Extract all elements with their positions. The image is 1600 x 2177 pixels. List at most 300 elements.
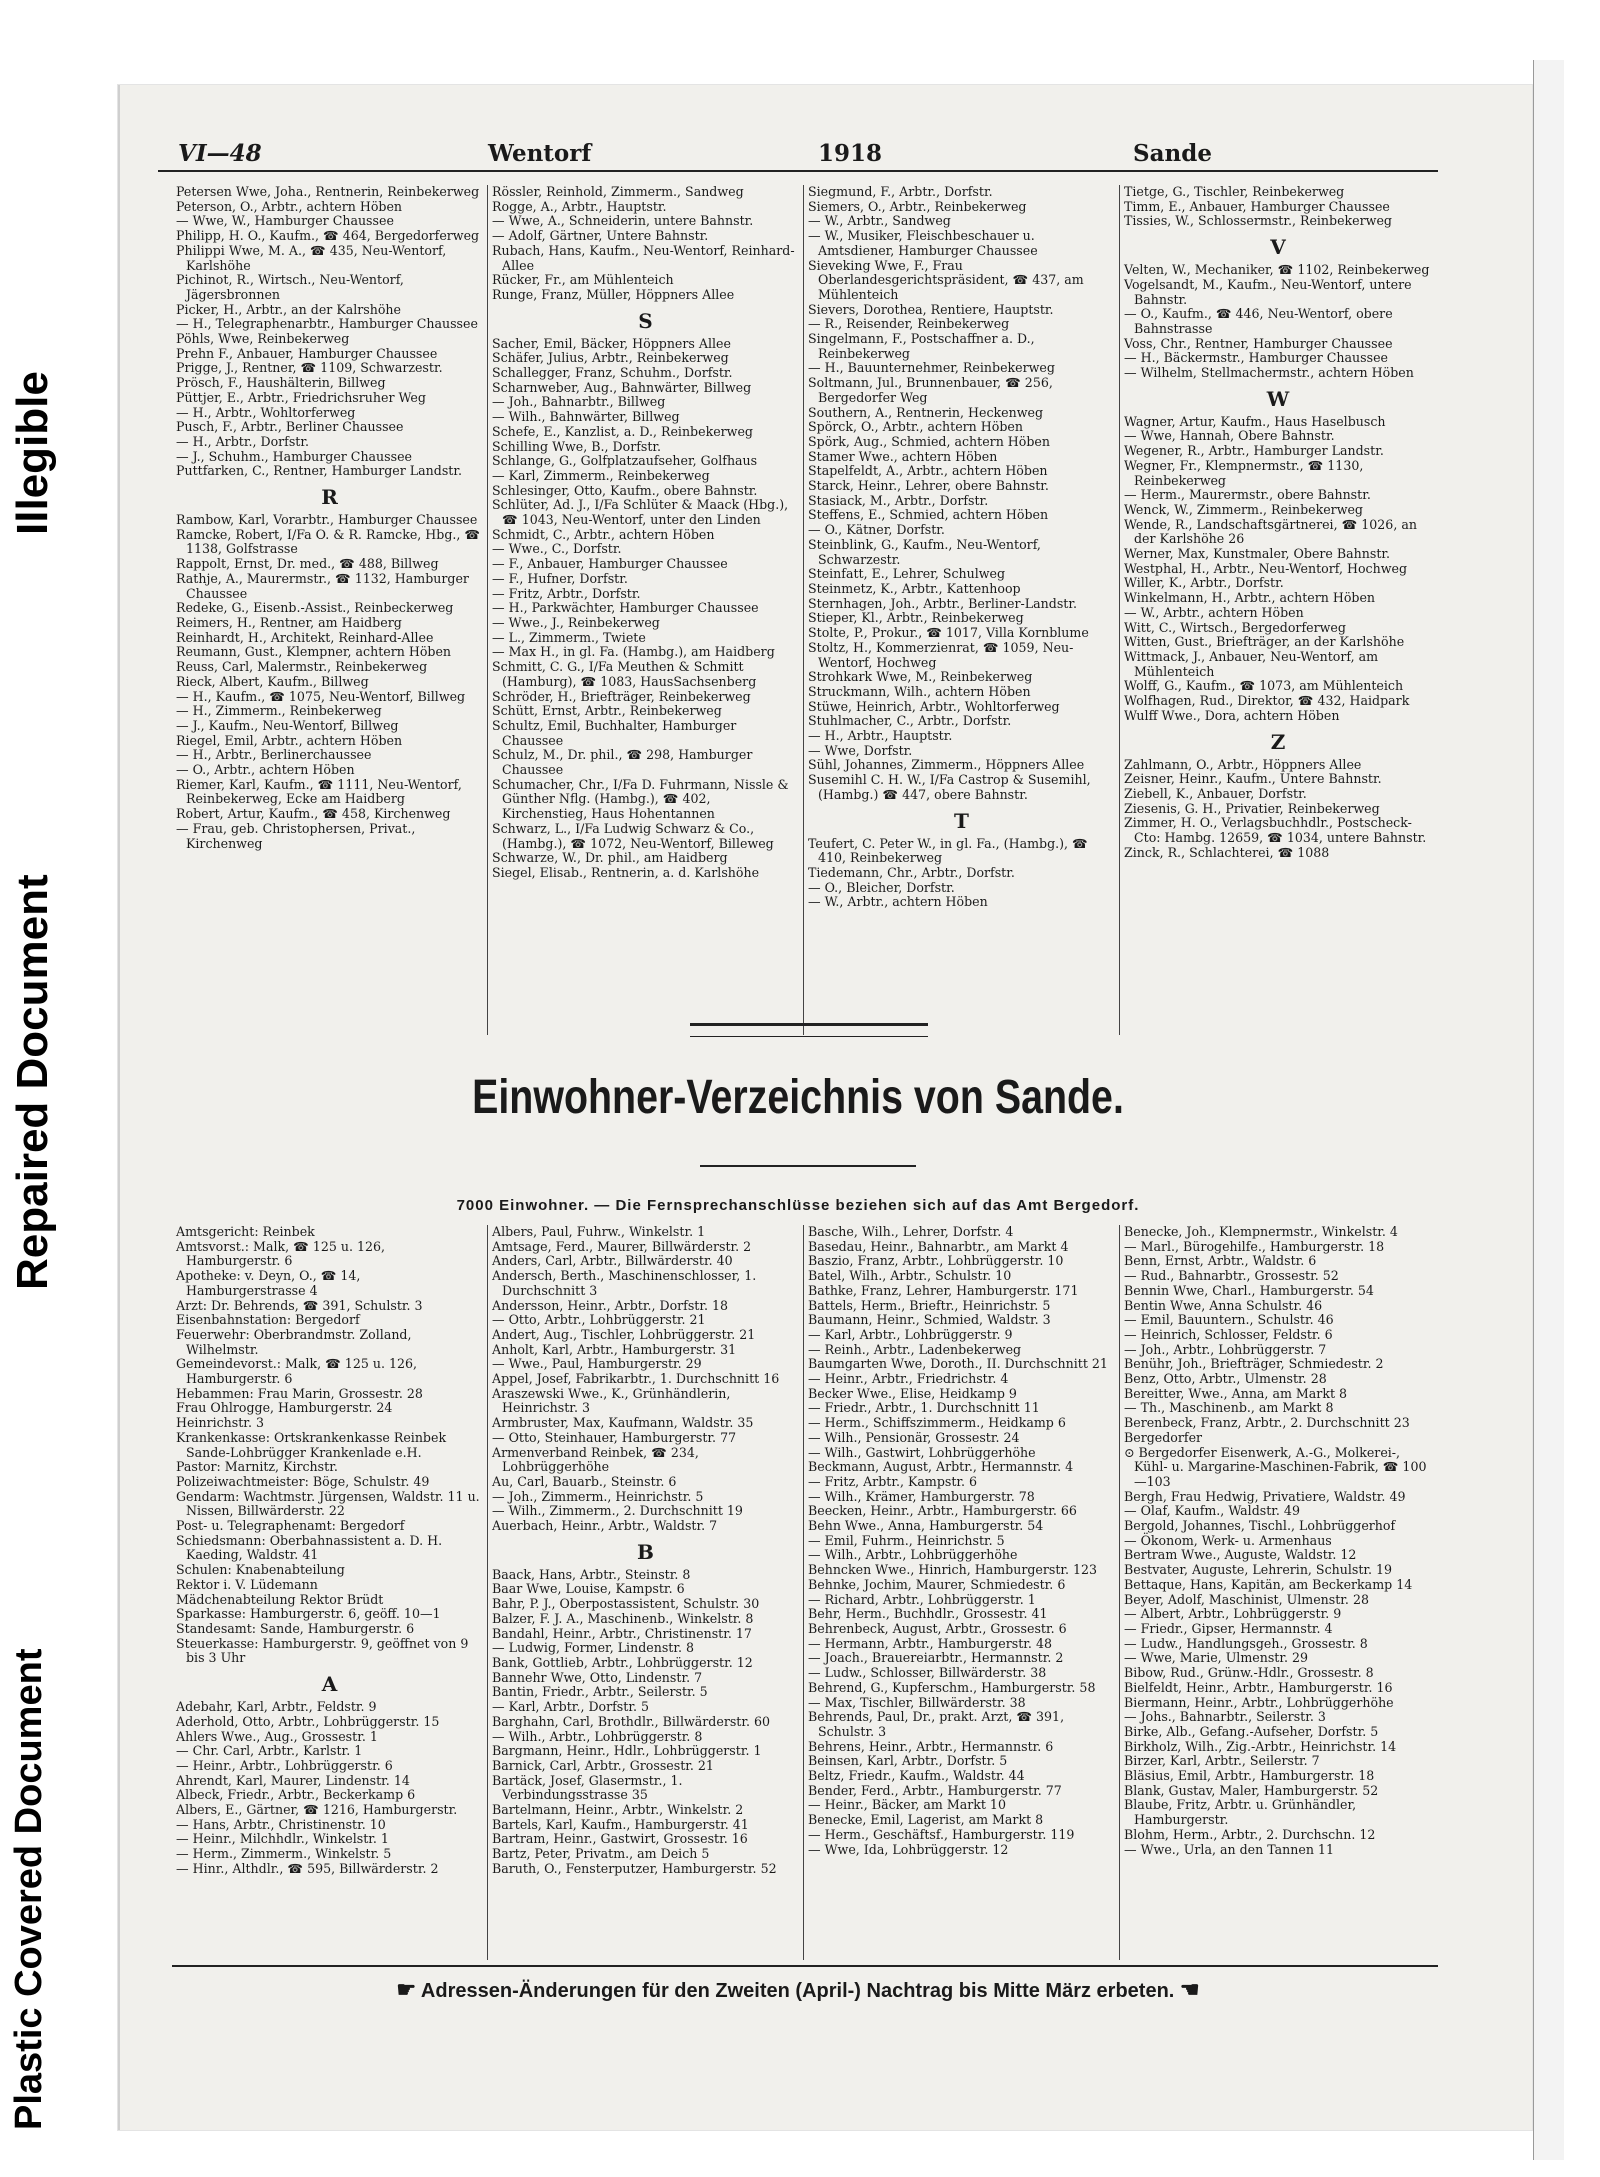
directory-entry: — Friedr., Gipser, Hermannstr. 4 bbox=[1124, 1620, 1333, 1636]
directory-entry: Beyer, Adolf, Maschinist, Ulmenstr. 28 bbox=[1124, 1591, 1369, 1607]
directory-entry: — Wilh., Arbtr., Lohbrüggerstr. 8 bbox=[492, 1728, 703, 1744]
directory-entry: Stüwe, Heinrich, Arbtr., Wohltorferweg bbox=[808, 698, 1060, 714]
directory-entry: Apotheke: v. Deyn, O., ☎ 14, Hamburgerstrasse 4 bbox=[176, 1268, 361, 1298]
bottom-column-4 bbox=[1120, 1225, 1436, 1960]
directory-entry: Winkelmann, H., Arbtr., achtern Höben bbox=[1124, 590, 1376, 606]
directory-entry: — Wwe., C., Dorfstr. bbox=[492, 541, 622, 557]
directory-entry: Appel, Josef, Fabrikarbtr., 1. Durchschnitt 16 bbox=[492, 1371, 780, 1387]
directory-entry: Batel, Wilh., Arbtr., Schulstr. 10 bbox=[808, 1268, 1012, 1284]
directory-entry: — Wwe, A., Schneiderin, untere Bahnstr. bbox=[492, 213, 754, 229]
directory-entry: — Th., Maschinenb., am Markt 8 bbox=[1124, 1400, 1334, 1416]
directory-entry: Starck, Heinr., Lehrer, obere Bahnstr. bbox=[808, 478, 1049, 494]
page-ref: VI—48 bbox=[178, 140, 262, 167]
directory-entry: Sieveking Wwe, F., Frau Oberlandesgerichtspräsident, ☎ 437, am Mühlenteich bbox=[808, 257, 1084, 302]
section-divider-top bbox=[690, 1023, 928, 1037]
directory-entry: Schlüter, Ad. J., I/Fa Schlüter & Maack (Hbg.), ☎ 1043, Neu-Wentorf, unter den Linden bbox=[492, 497, 789, 528]
directory-entry: Bertram Wwe., Auguste, Waldstr. 12 bbox=[1124, 1547, 1357, 1563]
directory-entry: Basedau, Heinr., Bahnarbtr., am Markt 4 bbox=[808, 1238, 1069, 1254]
directory-entry: Steinfatt, E., Lehrer, Schulweg bbox=[808, 566, 1006, 582]
directory-entry: — Reinh., Arbtr., Ladenbekerweg bbox=[808, 1341, 1022, 1357]
directory-entry: — W., Arbtr., achtern Höben bbox=[808, 894, 988, 910]
directory-entry: Amtsgericht: Reinbek bbox=[176, 1225, 315, 1239]
directory-entry: Pichinot, R., Wirtsch., Neu-Wentorf, Jägersbronnen bbox=[176, 272, 404, 302]
directory-entry: — O., Arbtr., achtern Höben bbox=[176, 762, 355, 778]
directory-entry: — Wilh., Arbtr., Lohbrüggerhöhe bbox=[808, 1547, 1018, 1563]
directory-entry: — Ludwig, Former, Lindenstr. 8 bbox=[492, 1640, 695, 1656]
directory-entry: Rogge, A., Arbtr., Hauptstr. bbox=[492, 198, 667, 214]
directory-entry: — W., Arbtr., achtern Höben bbox=[1124, 604, 1304, 620]
directory-entry: Sternhagen, Joh., Arbtr., Berliner-Landstr. bbox=[808, 595, 1077, 611]
directory-entry: Benühr, Joh., Briefträger, Schmiedestr. 2 bbox=[1124, 1356, 1384, 1372]
directory-entry: Bartz, Peter, Privatm., am Deich 5 bbox=[492, 1846, 710, 1862]
directory-entry: Baar Wwe, Louise, Kampstr. 6 bbox=[492, 1581, 685, 1597]
letter-heading: W bbox=[1266, 386, 1290, 411]
directory-entry: — Karl, Arbtr., Lohbrüggerstr. 9 bbox=[808, 1326, 1013, 1342]
directory-entry: Birkholz, Wilh., Zig.-Arbtr., Heinrichstr. 14 bbox=[1124, 1738, 1397, 1754]
directory-entry: — Otto, Arbtr., Lohbrüggerstr. 21 bbox=[492, 1312, 706, 1328]
directory-entry: Basche, Wilh., Lehrer, Dorfstr. 4 bbox=[808, 1225, 1014, 1239]
directory-entry: — Wilh., Pensionär, Grossestr. 24 bbox=[808, 1429, 1020, 1445]
directory-entry: Pöhls, Wwe, Reinbekerweg bbox=[176, 331, 350, 347]
directory-entry: Anholt, Karl, Arbtr., Hamburgerstr. 31 bbox=[492, 1341, 737, 1357]
directory-entry: Krankenkasse: Ortskrankenkasse Reinbek Sande-Lohbrügger Krankenlade e.H. bbox=[176, 1429, 447, 1460]
directory-entry: Behncken Wwe., Hinrich, Hamburgerstr. 123 bbox=[808, 1562, 1098, 1578]
directory-entry: — W., Arbtr., Sandweg bbox=[808, 213, 951, 229]
directory-entry: — Joh., Zimmerm., Heinrichstr. 5 bbox=[492, 1488, 704, 1504]
directory-entry: — Karl, Arbtr., Dorfstr. 5 bbox=[492, 1699, 649, 1715]
directory-entry: — J., Kaufm., Neu-Wentorf, Billweg bbox=[176, 717, 399, 733]
directory-entry: Bantin, Friedr., Arbtr., Seilerstr. 5 bbox=[492, 1684, 708, 1700]
directory-entry: Schumacher, Chr., I/Fa D. Fuhrmann, Nissle & Günther Nflg. (Hambg.), ☎ 402, Kirchenstieg, Haus Hohentannen bbox=[492, 776, 789, 822]
directory-entry: — Wwe, W., Hamburger Chaussee bbox=[176, 213, 394, 229]
directory-entry: — L., Zimmerm., Twiete bbox=[492, 629, 646, 645]
directory-entry: Post- u. Telegraphenamt: Bergedorf bbox=[176, 1518, 405, 1534]
directory-entry: — Herm., Zimmerm., Winkelstr. 5 bbox=[176, 1846, 392, 1862]
directory-entry: — Heinr., Arbtr., Lohbrüggerstr. 6 bbox=[176, 1757, 393, 1773]
directory-entry: — Wwe, Dorfstr. bbox=[808, 742, 913, 758]
directory-entry: Baumgarten Wwe, Doroth., II. Durchschnitt 21 bbox=[808, 1356, 1108, 1372]
directory-entry: Velten, W., Mechaniker, ☎ 1102, Reinbekerweg bbox=[1124, 262, 1430, 278]
directory-entry: Schulen: Knabenabteilung bbox=[176, 1562, 345, 1578]
directory-entry: — Ludw., Handlungsgeh., Grossestr. 8 bbox=[1124, 1635, 1368, 1651]
directory-entry: Schlesinger, Otto, Kaufm., obere Bahnstr. bbox=[492, 482, 758, 498]
directory-entry: Rektor i. V. Lüdemann bbox=[176, 1576, 318, 1592]
directory-entry: Philipp, H. O., Kaufm., ☎ 464, Bergedorferweg bbox=[176, 228, 480, 244]
directory-entry: Bennin Wwe, Charl., Hamburgerstr. 54 bbox=[1124, 1282, 1374, 1298]
directory-entry: Sacher, Emil, Bäcker, Höppners Allee bbox=[492, 335, 731, 351]
directory-entry: Spörk, Aug., Schmied, achtern Höben bbox=[808, 433, 1050, 449]
directory-entry: Sievers, Dorothea, Rentiere, Hauptstr. bbox=[808, 301, 1054, 317]
directory-entry: Becker Wwe., Elise, Heidkamp 9 bbox=[808, 1385, 1017, 1401]
directory-entry: Hebammen: Frau Marin, Grossestr. 28 bbox=[176, 1385, 423, 1401]
directory-entry: Schütt, Ernst, Arbtr., Reinbekerweg bbox=[492, 703, 722, 719]
directory-entry: Behrenbeck, August, Arbtr., Grossestr. 6 bbox=[808, 1620, 1067, 1636]
directory-entry: — H., Arbtr., Wohltorferweg bbox=[176, 404, 356, 420]
directory-entry: — Emil, Bauuntern., Schulstr. 46 bbox=[1124, 1312, 1334, 1328]
directory-entry: Ahrendt, Karl, Maurer, Lindenstr. 14 bbox=[176, 1772, 410, 1788]
directory-entry: — Joh., Arbtr., Lohbrüggerstr. 7 bbox=[1124, 1341, 1327, 1357]
directory-entry: — Heinr., Milchhdlr., Winkelstr. 1 bbox=[176, 1831, 389, 1847]
directory-entry: Rieck, Albert, Kaufm., Billweg bbox=[176, 673, 369, 689]
directory-entry: Riegel, Emil, Arbtr., achtern Höben bbox=[176, 732, 403, 748]
directory-entry: Wittmack, J., Anbauer, Neu-Wentorf, am Mühlenteich bbox=[1124, 648, 1379, 679]
directory-entry: — Wwe, Marie, Ulmenstr. 29 bbox=[1124, 1650, 1309, 1666]
directory-entry: Benz, Otto, Arbtr., Ulmenstr. 28 bbox=[1124, 1371, 1327, 1387]
directory-entry: Bläsius, Emil, Arbtr., Hamburgerstr. 18 bbox=[1124, 1768, 1375, 1784]
directory-entry: ⊙ Bergedorfer Eisenwerk, A.-G., Molkerei-, Kühl- u. Margarine-Maschinen-Fabrik, ☎ 100—103 bbox=[1124, 1444, 1427, 1489]
directory-entry: Schultz, Emil, Buchhalter, Hamburger Chaussee bbox=[492, 717, 737, 748]
directory-entry: — Heinr., Bäcker, am Markt 10 bbox=[808, 1797, 1006, 1813]
footer-notice bbox=[158, 1977, 1438, 2003]
directory-entry: — H., Zimmerm., Reinbekerweg bbox=[176, 703, 382, 719]
directory-entry: Wende, R., Landschaftsgärtnerei, ☎ 1026, an der Karlshöhe 26 bbox=[1124, 516, 1417, 547]
directory-entry: Blank, Gustav, Maler, Hamburgerstr. 52 bbox=[1124, 1782, 1379, 1798]
directory-entry: — Herm., Geschäftsf., Hamburgerstr. 119 bbox=[808, 1826, 1075, 1842]
directory-entry: Tissies, W., Schlossermstr., Reinbekerweg bbox=[1124, 213, 1392, 229]
directory-entry: — Wilh., Zimmerm., 2. Durchschnitt 19 bbox=[492, 1503, 743, 1519]
footer-rule bbox=[172, 1965, 1438, 1967]
directory-entry: Bathke, Franz, Lehrer, Hamburgerstr. 171 bbox=[808, 1282, 1079, 1298]
tag-plastic-covered-document: Plastic Covered Document bbox=[8, 1648, 50, 2130]
directory-entry: Reumann, Gust., Klempner, achtern Höben bbox=[176, 644, 452, 660]
directory-entry: — Marl., Bürogehilfe., Hamburgerstr. 18 bbox=[1124, 1238, 1385, 1254]
directory-entry: Schröder, H., Briefträger, Reinbekerweg bbox=[492, 688, 751, 704]
directory-entry: Redeke, G., Eisenb.-Assist., Reinbeckerweg bbox=[176, 600, 454, 616]
directory-entry: Birzer, Karl, Arbtr., Seilerstr. 7 bbox=[1124, 1753, 1320, 1769]
directory-entry: Wegner, Fr., Klempnermstr., ☎ 1130, Reinbekerweg bbox=[1124, 457, 1364, 488]
directory-entry: — Max, Tischler, Billwärderstr. 38 bbox=[808, 1694, 1026, 1710]
directory-entry: Siegmund, F., Arbtr., Dorfstr. bbox=[808, 185, 993, 199]
letter-heading: A bbox=[321, 1672, 338, 1697]
directory-entry: Steinmetz, K., Arbtr., Kattenhoop bbox=[808, 580, 1021, 596]
directory-entry: Robert, Artur, Kaufm., ☎ 458, Kirchenweg bbox=[176, 806, 451, 822]
directory-entry: Strohkark Wwe, M., Reinbekerweg bbox=[808, 669, 1033, 685]
header-place-left: Wentorf bbox=[488, 140, 592, 167]
directory-entry: Bargmann, Heinr., Hdlr., Lohbrüggerstr. 1 bbox=[492, 1743, 762, 1759]
directory-entry: Behnke, Jochim, Maurer, Schmiedestr. 6 bbox=[808, 1576, 1066, 1592]
directory-entry: Wolfhagen, Rud., Direktor, ☎ 432, Haidpark bbox=[1124, 693, 1410, 709]
directory-entry: Au, Carl, Bauarb., Steinstr. 6 bbox=[492, 1473, 677, 1489]
directory-entry: — Heinr., Arbtr., Friedrichstr. 4 bbox=[808, 1371, 1009, 1387]
directory-entry: Behr, Herm., Buchhdlr., Grossestr. 41 bbox=[808, 1606, 1048, 1622]
directory-entry: Schilling Wwe, B., Dorfstr. bbox=[492, 438, 662, 454]
directory-entry: — H., Bäckermstr., Hamburger Chaussee bbox=[1124, 350, 1388, 366]
directory-entry: Tiedemann, Chr., Arbtr., Dorfstr. bbox=[808, 864, 1015, 880]
directory-entry: Bergedorfer bbox=[1124, 1429, 1203, 1445]
directory-entry: Aderhold, Otto, Arbtr., Lohbrüggerstr. 15 bbox=[176, 1713, 440, 1729]
directory-entry: Wegener, R., Arbtr., Hamburger Landstr. bbox=[1124, 443, 1384, 459]
directory-entry: Siemers, O., Arbtr., Reinbekerweg bbox=[808, 198, 1027, 214]
letter-heading: Z bbox=[1270, 729, 1286, 754]
directory-entry: Reimers, H., Rentner, am Haidberg bbox=[176, 614, 402, 630]
directory-entry: — Hans, Arbtr., Christinenstr. 10 bbox=[176, 1816, 386, 1832]
section-subtitle: 7000 Einwohner. — Die Fernsprechanschlüsse beziehen sich auf das Amt Bergedorf. bbox=[456, 1197, 1140, 1214]
directory-entry: Beckmann, August, Arbtr., Hermannstr. 4 bbox=[808, 1459, 1074, 1475]
directory-entry: Gendarm: Wachtmstr. Jürgensen, Waldstr. 11 u. Nissen, Billwärderstr. 22 bbox=[176, 1488, 480, 1519]
directory-entry: Schwarze, W., Dr. phil., am Haidberg bbox=[492, 850, 728, 866]
directory-entry: Stieper, Kl., Arbtr., Reinbekerweg bbox=[808, 610, 1024, 626]
directory-entry: Siegel, Elisab., Rentnerin, a. d. Karlshöhe bbox=[492, 864, 760, 880]
letter-heading: V bbox=[1270, 235, 1286, 260]
directory-entry: Andert, Aug., Tischler, Lohbrüggerstr. 21 bbox=[492, 1326, 756, 1342]
top-column-3 bbox=[804, 185, 1120, 1035]
directory-entry: Bannehr Wwe, Otto, Lindenstr. 7 bbox=[492, 1669, 703, 1685]
directory-entry: Stolte, P., Prokur., ☎ 1017, Villa Kornblume bbox=[808, 625, 1089, 641]
directory-entry: Wulff Wwe., Dora, achtern Höben bbox=[1124, 707, 1340, 723]
section-divider-bottom bbox=[700, 1165, 916, 1167]
directory-entry: Battels, Herm., Brieftr., Heinrichstr. 5 bbox=[808, 1297, 1051, 1313]
directory-entry: Birke, Alb., Gefang.-Aufseher, Dorfstr. 5 bbox=[1124, 1723, 1379, 1739]
directory-entry: Armenverband Reinbek, ☎ 234, Lohbrüggerhöhe bbox=[492, 1444, 699, 1475]
directory-entry: — Otto, Steinhauer, Hamburgerstr. 77 bbox=[492, 1429, 737, 1445]
directory-entry: Timm, E., Anbauer, Hamburger Chaussee bbox=[1124, 198, 1390, 214]
directory-entry: Bentin Wwe, Anna Schulstr. 46 bbox=[1124, 1297, 1323, 1313]
directory-entry: Bereitter, Wwe., Anna, am Markt 8 bbox=[1124, 1385, 1348, 1401]
directory-entry: — Wwe., Urla, an den Tannen 11 bbox=[1124, 1841, 1334, 1857]
directory-entry: Baack, Hans, Arbtr., Steinstr. 8 bbox=[492, 1566, 691, 1582]
directory-entry: Schallegger, Franz, Schuhm., Dorfstr. bbox=[492, 365, 733, 381]
directory-entry: Wenck, W., Zimmerm., Reinbekerweg bbox=[1124, 501, 1363, 517]
directory-entry: Stuhlmacher, C., Arbtr., Dorfstr. bbox=[808, 713, 1012, 729]
directory-entry: Werner, Max, Kunstmaler, Obere Bahnstr. bbox=[1124, 546, 1391, 562]
top-column-2 bbox=[488, 185, 804, 1035]
directory-entry: — Wilh., Bahnwärter, Billweg bbox=[492, 409, 680, 425]
directory-entry: Wagner, Artur, Kaufm., Haus Haselbusch bbox=[1124, 413, 1386, 429]
directory-entry: Bender, Ferd., Arbtr., Hamburgerstr. 77 bbox=[808, 1782, 1062, 1798]
directory-entry: Arzt: Dr. Behrends, ☎ 391, Schulstr. 3 bbox=[176, 1297, 423, 1313]
directory-entry: — Joh., Bahnarbtr., Billweg bbox=[492, 394, 666, 410]
adjacent-page-edge bbox=[1533, 60, 1564, 2160]
directory-entry: — W., Musiker, Fleischbeschauer u. Amtsdiener, Hamburger Chaussee bbox=[808, 228, 1038, 258]
directory-entry: Albers, E., Gärtner, ☎ 1216, Hamburgerstr. bbox=[176, 1802, 458, 1818]
header-place-right: Sande bbox=[1133, 140, 1212, 167]
directory-entry: Schulz, M., Dr. phil., ☎ 298, Hamburger Chaussee bbox=[492, 747, 753, 778]
directory-entry: — Wwe., J., Reinbekerweg bbox=[492, 614, 660, 630]
bottom-column-1 bbox=[172, 1225, 488, 1960]
directory-entry: Bergold, Johannes, Tischl., Lohbrüggerhof bbox=[1124, 1518, 1396, 1534]
directory-entry: Barnick, Carl, Arbtr., Grossestr. 21 bbox=[492, 1757, 714, 1773]
directory-entry: Balzer, F. J. A., Maschinenb., Winkelstr. 8 bbox=[492, 1610, 754, 1626]
directory-entry: Bandahl, Heinr., Arbtr., Christinenstr. 17 bbox=[492, 1625, 752, 1641]
directory-entry: Gemeindevorst.: Malk, ☎ 125 u. 126, Hamburgerstr. 6 bbox=[176, 1356, 418, 1387]
directory-entry: — J., Schuhm., Hamburger Chaussee bbox=[176, 448, 413, 464]
letter-heading: R bbox=[321, 485, 338, 510]
directory-entry: Andersch, Berth., Maschinenschlosser, 1. Durchschnitt 3 bbox=[492, 1268, 757, 1298]
directory-entry: Beltz, Friedr., Kaufm., Waldstr. 44 bbox=[808, 1768, 1025, 1784]
bottom-column-2 bbox=[488, 1225, 804, 1960]
directory-entry: — Hermann, Arbtr., Hamburgerstr. 48 bbox=[808, 1635, 1052, 1651]
directory-entry: Ziebell, K., Anbauer, Dorfstr. bbox=[1124, 785, 1307, 801]
directory-entry: — F., Hufner, Dorfstr. bbox=[492, 570, 628, 586]
directory-entry: Bartäck, Josef, Glasermstr., 1. Verbindungsstrasse 35 bbox=[492, 1772, 683, 1803]
directory-entry: — Herm., Schiffszimmerm., Heidkamp 6 bbox=[808, 1415, 1066, 1431]
directory-entry: Southern, A., Rentnerin, Heckenweg bbox=[808, 404, 1044, 420]
directory-entry: Barghahn, Carl, Brothdlr., Billwärderstr. 60 bbox=[492, 1713, 771, 1729]
directory-entry: Bergh, Frau Hedwig, Privatiere, Waldstr. 49 bbox=[1124, 1488, 1406, 1504]
directory-entry: Philippi Wwe, M. A., ☎ 435, Neu-Wentorf, Karlshöhe bbox=[176, 242, 447, 273]
directory-entry: — R., Reisender, Reinbekerweg bbox=[808, 316, 1010, 332]
footer-text: Adressen-Änderungen für den Zweiten (April-) Nachtrag bis Mitte März erbeten. bbox=[420, 1980, 1175, 2002]
directory-entry: Steuerkasse: Hamburgerstr. 9, geöffnet von 9 bis 3 Uhr bbox=[176, 1635, 469, 1666]
directory-entry: Benecke, Emil, Lagerist, am Markt 8 bbox=[808, 1812, 1044, 1828]
directory-entry: Adebahr, Karl, Arbtr., Feldstr. 9 bbox=[176, 1699, 377, 1715]
directory-entry: Armbruster, Max, Kaufmann, Waldstr. 35 bbox=[492, 1415, 754, 1431]
directory-entry: Schmidt, C., Arbtr., achtern Höben bbox=[492, 526, 715, 542]
directory-entry: Voss, Chr., Rentner, Hamburger Chaussee bbox=[1124, 335, 1393, 351]
header-year: 1918 bbox=[818, 140, 883, 167]
directory-entry: — H., Arbtr., Berlinerchaussee bbox=[176, 747, 372, 763]
directory-entry: — H., Telegraphenarbtr., Hamburger Chaussee bbox=[176, 316, 478, 332]
directory-entry: — Ludw., Schlosser, Billwärderstr. 38 bbox=[808, 1665, 1047, 1681]
directory-entry: Standesamt: Sande, Hamburgerstr. 6 bbox=[176, 1620, 415, 1636]
directory-entry: Runge, Franz, Müller, Höppners Allee bbox=[492, 286, 735, 302]
directory-entry: Reuss, Carl, Malermstr., Reinbekerweg bbox=[176, 659, 428, 675]
directory-entry: Eisenbahnstation: Bergedorf bbox=[176, 1312, 360, 1328]
directory-entry: — Frau, geb. Christophersen, Privat., Kirchenweg bbox=[176, 820, 416, 851]
directory-entry: Wolff, G., Kaufm., ☎ 1073, am Mühlenteich bbox=[1124, 678, 1404, 694]
directory-entry: Witten, Gust., Briefträger, an der Karlshöhe bbox=[1124, 634, 1405, 650]
directory-entry: Vogelsandt, M., Kaufm., Neu-Wentorf, untere Bahnstr. bbox=[1124, 276, 1412, 307]
pointing-hand-right-icon: ☛ bbox=[396, 1977, 417, 2002]
directory-entry: — Ökonom, Werk- u. Armenhaus bbox=[1124, 1532, 1332, 1548]
directory-entry: Puttfarken, C., Rentner, Hamburger Landstr. bbox=[176, 463, 462, 479]
directory-entry: Stamer Wwe., achtern Höben bbox=[808, 448, 998, 464]
directory-entry: Susemihl C. H. W., I/Fa Castrop & Susemihl, (Hambg.) ☎ 447, obere Bahnstr. bbox=[808, 772, 1091, 802]
directory-entry: Soltmann, Jul., Brunnenbauer, ☎ 256, Bergedorfer Weg bbox=[808, 375, 1053, 405]
section-title: Einwohner-Verzeichnis von Sande. bbox=[472, 1071, 1124, 1124]
directory-entry: Bettaque, Hans, Kapitän, am Beckerkamp 14 bbox=[1124, 1576, 1413, 1592]
directory-entry: — O., Bleicher, Dorfstr. bbox=[808, 879, 955, 895]
directory-entry: Rathje, A., Maurermstr., ☎ 1132, Hamburger Chaussee bbox=[176, 570, 469, 601]
directory-entry: — Rud., Bahnarbtr., Grossestr. 52 bbox=[1124, 1268, 1339, 1284]
directory-entry: — Herm., Maurermstr., obere Bahnstr. bbox=[1124, 487, 1371, 503]
directory-entry: — Wwe, Ida, Lohbrüggerstr. 12 bbox=[808, 1841, 1009, 1857]
directory-entry: Schwarz, L., I/Fa Ludwig Schwarz & Co., (Hambg.), ☎ 1072, Neu-Wentorf, Billeweg bbox=[492, 820, 774, 851]
directory-entry: — Joach., Brauereiarbtr., Hermannstr. 2 bbox=[808, 1650, 1064, 1666]
directory-entry: Schäfer, Julius, Arbtr., Reinbekerweg bbox=[492, 350, 729, 366]
directory-entry: Behn Wwe., Anna, Hamburgerstr. 54 bbox=[808, 1518, 1044, 1534]
directory-entry: — Fritz, Arbtr., Kampstr. 6 bbox=[808, 1473, 978, 1489]
directory-entry: Zeisner, Heinr., Kaufm., Untere Bahnstr. bbox=[1124, 771, 1382, 787]
directory-entry: Rücker, Fr., am Mühlenteich bbox=[492, 272, 674, 288]
directory-entry: Picker, H., Arbtr., an der Kalrshöhe bbox=[176, 301, 402, 317]
directory-entry: — Karl, Zimmerm., Reinbekerweg bbox=[492, 467, 710, 483]
letter-heading: S bbox=[638, 308, 653, 333]
directory-entry: Bartram, Heinr., Gastwirt, Grossestr. 16 bbox=[492, 1831, 748, 1847]
directory-entry: Bestvater, Auguste, Lehrerin, Schulstr. 19 bbox=[1124, 1562, 1393, 1578]
directory-entry: Rössler, Reinhold, Zimmerm., Sandweg bbox=[492, 185, 744, 199]
directory-entry: — H., Parkwächter, Hamburger Chaussee bbox=[492, 600, 759, 616]
directory-entry: — Olaf, Kaufm., Waldstr. 49 bbox=[1124, 1503, 1300, 1519]
directory-entry: Tietge, G., Tischler, Reinbekerweg bbox=[1124, 185, 1345, 199]
directory-entry: Bank, Gottlieb, Arbtr., Lohbrüggerstr. 12 bbox=[492, 1654, 753, 1670]
directory-entry: Pusch, F., Arbtr., Berliner Chaussee bbox=[176, 419, 404, 435]
directory-entry: — H., Arbtr., Dorfstr. bbox=[176, 433, 309, 449]
directory-entry: Spörck, O., Arbtr., achtern Höben bbox=[808, 419, 1023, 435]
directory-entry: — O., Kaufm., ☎ 446, Neu-Wentorf, obere Bahnstrasse bbox=[1124, 306, 1393, 336]
directory-entry: Schefe, E., Kanzlist, a. D., Reinbekerweg bbox=[492, 423, 753, 439]
directory-entry: Beinsen, Karl, Arbtr., Dorfstr. 5 bbox=[808, 1753, 1008, 1769]
directory-entry: Riemer, Karl, Kaufm., ☎ 1111, Neu-Wentorf, Reinbekerweg, Ecke am Haidberg bbox=[176, 776, 462, 807]
tag-repaired-document: Repaired Document bbox=[8, 874, 57, 1290]
directory-entry: Püttjer, E., Arbtr., Friedrichsruher Weg bbox=[176, 389, 426, 405]
letter-heading: B bbox=[637, 1539, 654, 1564]
directory-entry: — Richard, Arbtr., Lohbrüggerstr. 1 bbox=[808, 1591, 1036, 1607]
directory-entry: Stasiack, M., Arbtr., Dorfstr. bbox=[808, 492, 989, 508]
directory-entry: — Wilh., Gastwirt, Lohbrüggerhöhe bbox=[808, 1444, 1036, 1460]
directory-entry: Benn, Ernst, Arbtr., Waldstr. 6 bbox=[1124, 1253, 1317, 1269]
directory-entry: Witt, C., Wirtsch., Bergedorferweg bbox=[1124, 619, 1346, 635]
directory-entry: Benecke, Joh., Klempnermstr., Winkelstr. 4 bbox=[1124, 1225, 1398, 1239]
bottom-column-3 bbox=[804, 1225, 1120, 1960]
directory-entry: — F., Anbauer, Hamburger Chaussee bbox=[492, 556, 728, 572]
directory-entry: Prösch, F., Haushälterin, Billweg bbox=[176, 375, 386, 391]
directory-entry: Polizeiwachtmeister: Böge, Schulstr. 49 bbox=[176, 1473, 430, 1489]
directory-entry: Peterson, O., Arbtr., achtern Höben bbox=[176, 198, 403, 214]
directory-entry: Biermann, Heinr., Arbtr., Lohbrüggerhöhe bbox=[1124, 1694, 1394, 1710]
directory-entry: Albers, Paul, Fuhrw., Winkelstr. 1 bbox=[492, 1225, 706, 1239]
directory-entry: Reinhardt, H., Architekt, Reinhard-Allee bbox=[176, 629, 434, 645]
directory-entry: Auerbach, Heinr., Arbtr., Waldstr. 7 bbox=[492, 1518, 718, 1534]
directory-entry: Zinck, R., Schlachterei, ☎ 1088 bbox=[1124, 844, 1330, 860]
directory-entry: Amtsage, Ferd., Maurer, Billwärderstr. 2 bbox=[492, 1238, 752, 1254]
directory-entry: Heinrichstr. 3 bbox=[176, 1415, 264, 1431]
page-header bbox=[158, 140, 1438, 172]
directory-entry: Amtsvorst.: Malk, ☎ 125 u. 126, Hamburgerstr. 6 bbox=[176, 1238, 386, 1269]
directory-entry: Bartels, Karl, Kaufm., Hamburgerstr. 41 bbox=[492, 1816, 749, 1832]
directory-entry: Sühl, Johannes, Zimmerm., Höppners Allee bbox=[808, 757, 1085, 773]
directory-entry: Albeck, Friedr., Arbtr., Beckerkamp 6 bbox=[176, 1787, 416, 1803]
directory-entry: Anders, Carl, Arbtr., Billwärderstr. 40 bbox=[492, 1253, 733, 1269]
directory-entry: — Heinrich, Schlosser, Feldstr. 6 bbox=[1124, 1326, 1333, 1342]
directory-entry: Struckmann, Wilh., achtern Höben bbox=[808, 683, 1031, 699]
directory-page bbox=[118, 85, 1532, 2130]
directory-entry: Baumann, Heinr., Schmied, Waldstr. 3 bbox=[808, 1312, 1051, 1328]
directory-entry: — Emil, Fuhrm., Heinrichstr. 5 bbox=[808, 1532, 1005, 1548]
directory-entry: — Chr. Carl, Arbtr., Karlstr. 1 bbox=[176, 1743, 363, 1759]
directory-entry: — Friedr., Arbtr., 1. Durchschnitt 11 bbox=[808, 1400, 1040, 1416]
directory-entry: Prehn F., Anbauer, Hamburger Chaussee bbox=[176, 345, 438, 361]
directory-entry: Prigge, J., Rentner, ☎ 1109, Schwarzestr. bbox=[176, 360, 443, 376]
directory-entry: Zimmer, H. O., Verlagsbuchhdlr., Postscheck-Cto: Hambg. 12659, ☎ 1034, untere Bahnstr. bbox=[1124, 815, 1427, 846]
directory-entry: Stapelfeldt, A., Arbtr., achtern Höben bbox=[808, 463, 1048, 479]
directory-entry: Rappolt, Ernst, Dr. med., ☎ 488, Billweg bbox=[176, 556, 439, 572]
directory-entry: Westphal, H., Arbtr., Neu-Wentorf, Hochweg bbox=[1124, 560, 1408, 576]
directory-entry: Scharnweber, Aug., Bahnwärter, Billweg bbox=[492, 379, 752, 395]
directory-entry: Araszewski Wwe., K., Grünhändlerin, Heinrichstr. 3 bbox=[492, 1385, 731, 1416]
directory-entry: Berenbeck, Franz, Arbtr., 2. Durchschnitt 23 bbox=[1124, 1415, 1410, 1431]
directory-entry: Bielfeldt, Heinr., Arbtr., Hamburgerstr. 16 bbox=[1124, 1679, 1393, 1695]
directory-entry: Zahlmann, O., Arbtr., Höppners Allee bbox=[1124, 756, 1362, 772]
directory-entry: — O., Kätner, Dorfstr. bbox=[808, 522, 945, 538]
directory-entry: Steinblink, G., Kaufm., Neu-Wentorf, Schwarzestr. bbox=[808, 536, 1041, 567]
directory-entry: — H., Bauunternehmer, Reinbekerweg bbox=[808, 360, 1055, 376]
top-column-1 bbox=[172, 185, 488, 1035]
directory-entry: Stoltz, H., Kommerzienrat, ☎ 1059, Neu-Wentorf, Hochweg bbox=[808, 639, 1074, 670]
directory-entry: Behrens, Heinr., Arbtr., Hermannstr. 6 bbox=[808, 1738, 1054, 1754]
directory-entry: Bahr, P. J., Oberpostassistent, Schulstr. 30 bbox=[492, 1596, 760, 1612]
directory-entry: — H., Kaufm., ☎ 1075, Neu-Wentorf, Billweg bbox=[176, 688, 466, 704]
directory-entry: Blohm, Herm., Arbtr., 2. Durchschn. 12 bbox=[1124, 1826, 1376, 1842]
directory-entry: Pastor: Marnitz, Kirchstr. bbox=[176, 1459, 338, 1475]
directory-entry: — H., Arbtr., Hauptstr. bbox=[808, 728, 953, 744]
directory-entry: — Hinr., Althdlr., ☎ 595, Billwärderstr. 2 bbox=[176, 1860, 439, 1876]
letter-heading: T bbox=[954, 808, 969, 833]
directory-entry: — Adolf, Gärtner, Untere Bahnstr. bbox=[492, 228, 709, 244]
directory-entry: Beecken, Heinr., Arbtr., Hamburgerstr. 66 bbox=[808, 1503, 1077, 1519]
directory-entry: Baruth, O., Fensterputzer, Hamburgerstr. 52 bbox=[492, 1860, 777, 1876]
directory-entry: Bibow, Rud., Grünw.-Hdlr., Grossestr. 8 bbox=[1124, 1665, 1374, 1681]
